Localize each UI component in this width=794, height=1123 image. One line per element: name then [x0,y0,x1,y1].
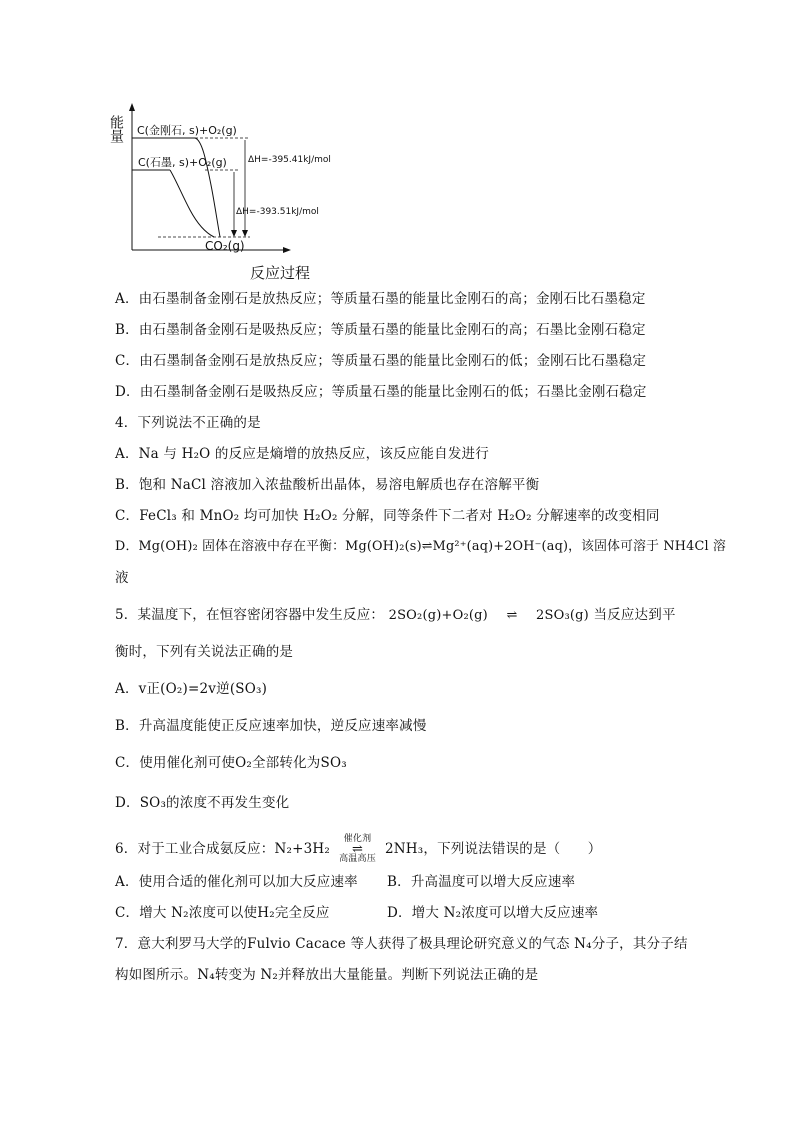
graphite-state-label: C(石墨, s)+O₂(g) [138,156,227,169]
dh-graphite-arrowhead [231,230,237,237]
product-state-label: CO₂(g) [205,239,245,253]
dh-diamond-arrowhead [242,230,248,237]
q6-option-b: B．升高温度可以增大反应速率 [387,874,576,890]
y-axis-arrow [129,103,135,111]
q4-option-d: D．Mg(OH)₂ 固体在溶液中存在平衡：Mg(OH)₂(s)⇌Mg²⁺(aq)+2OH⁻(aq)，该固体可溶于 NH4Cl 溶 [115,539,727,554]
q6-cond-top: 催化剂 [343,834,372,844]
q7-line2: 构如图所示。N₄转变为 N₂并释放出大量能量。判断下列说法正确的是 [115,967,539,983]
energy-diagram [110,100,350,280]
q3-option-b: B．由石墨制备金刚石是吸热反应；等质量石墨的能量比金刚石的高；石墨比金刚石稳定 [115,322,646,338]
q6-stem-post: 2NH₃，下列说法错误的是（ ） [385,841,602,857]
q5-eq-left: 2SO₂(g)+O₂(g) [388,608,488,623]
q6-cond-bottom: 高温高压 [339,854,376,864]
q7-line1: 7．意大利罗马大学的Fulvio Cacace 等人获得了极具理论研究意义的气态 N₄分子，其分子结 [115,936,688,952]
q5-eq-right: 2SO₃(g) [536,608,589,623]
q4-option-c: C．FeCl₃ 和 MnO₂ 均可加快 H₂O₂ 分解，同等条件下二者对 H₂O₂ 分解速率的改变相同 [115,508,660,524]
q6-stem [115,835,602,864]
x-axis-arrow [283,247,291,253]
q6-option-a: A．使用合适的催化剂可以加大反应速率 [115,874,358,890]
q6-arrow: ⇌ [351,842,364,857]
q6-option-d: D．增大 N₂浓度可以增大反应速率 [387,905,599,921]
q3-option-c: C．由石墨制备金刚石是放热反应；等质量石墨的能量比金刚石的低；金刚石比石墨稳定 [115,353,647,369]
graphite-curve [170,170,214,237]
q4-option-a: A．Na 与 H₂O 的反应是熵增的放热反应，该反应能自发进行 [115,446,489,462]
dh-diamond-label: ΔH=-395.41kJ/mol [248,155,331,165]
q5-option-d: D．SO₃的浓度不再发生变化 [115,795,290,811]
q4-option-b: B．饱和 NaCl 溶液加入浓盐酸析出晶体，易溶电解质也存在溶解平衡 [115,477,540,493]
q5-option-a: A．v正(O₂)=2v逆(SO₃) [115,681,268,697]
q3-option-a: A．由石墨制备金刚石是放热反应；等质量石墨的能量比金刚石的高；金刚石比石墨稳定 [115,291,646,307]
q3-option-d: D．由石墨制备金刚石是吸热反应；等质量石墨的能量比金刚石的低；石墨比金刚石稳定 [115,384,647,400]
q5-stem-line2: 衡时，下列有关说法正确的是 [115,644,294,660]
x-axis-label: 反应过程 [250,264,311,282]
diamond-curve [195,138,220,237]
q6-condition-arrow [335,835,381,864]
q6-stem-pre: 6．对于工业合成氨反应：N₂+3H₂ [115,841,330,857]
y-axis-label: 能量 [108,115,124,143]
diamond-state-label: C(金刚石, s)+O₂(g) [137,124,237,137]
dh-graphite-label: ΔH=-393.51kJ/mol [236,207,319,217]
q5-stem-post: 当反应达到平 [593,607,676,623]
q5-stem-pre: 5．某温度下，在恒容密闭容器中发生反应： [115,607,385,623]
q5-option-c: C．使用催化剂可使O₂全部转化为SO₃ [115,755,347,771]
q5-option-b: B．升高温度能使正反应速率加快，逆反应速率减慢 [115,718,427,734]
q5-stem [115,605,676,626]
q5-eq-arrow: ⇌ [506,608,518,623]
q4-option-d-cont: 液 [115,570,129,586]
q4-stem: 4．下列说法不正确的是 [115,415,261,431]
q6-option-c: C．增大 N₂浓度可以使H₂完全反应 [115,905,330,921]
